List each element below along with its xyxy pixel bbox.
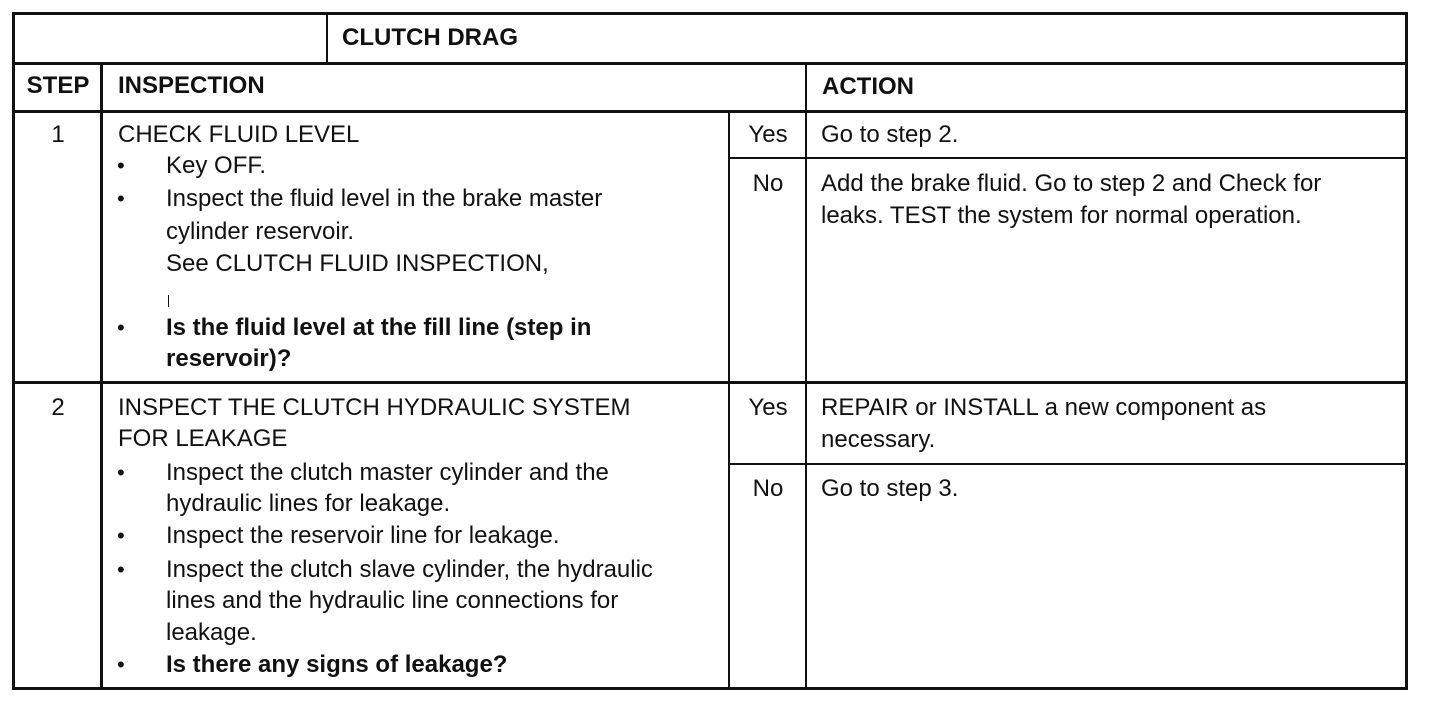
step-2-no-action: Go to step 3. xyxy=(821,475,959,502)
bullet-icon: • xyxy=(117,153,125,178)
step-1-heading: CHECK FLUID LEVEL xyxy=(118,121,360,148)
stray-mark xyxy=(168,295,169,307)
header-action: ACTION xyxy=(822,73,914,100)
step-2-item: leakage. xyxy=(166,619,257,646)
step-1-item: Key OFF. xyxy=(166,152,267,179)
step-1-yes-label: Yes xyxy=(748,121,788,148)
rule-step1-bottom xyxy=(12,381,1408,384)
step-1-item: cylinder reservoir. xyxy=(166,218,355,245)
step-1-number: 1 xyxy=(51,121,65,148)
bullet-icon: • xyxy=(117,523,125,548)
header-step: STEP xyxy=(26,72,90,99)
rule-step1-yes-bottom xyxy=(728,157,1408,159)
step-2-yes-action: necessary. xyxy=(821,426,936,453)
rule-action-col xyxy=(805,62,807,690)
step-1-yes-action: Go to step 2. xyxy=(821,121,959,148)
step-2-yes-action: REPAIR or INSTALL a new component as xyxy=(821,394,1267,421)
step-1-no-action: Add the brake fluid. Go to step 2 and Check for xyxy=(821,170,1322,197)
bullet-icon: • xyxy=(117,315,125,340)
step-1-question: Is the fluid level at the fill line (step in xyxy=(166,314,592,341)
step-2-question: Is there any signs of leakage? xyxy=(166,651,508,678)
bullet-icon: • xyxy=(117,186,125,211)
step-1-item: Inspect the fluid level in the brake master xyxy=(166,185,603,212)
step-2-item: hydraulic lines for leakage. xyxy=(166,490,451,517)
step-1-no-action: leaks. TEST the system for normal operation. xyxy=(821,202,1302,229)
bullet-icon: • xyxy=(117,460,125,485)
bullet-icon: • xyxy=(117,652,125,677)
step-2-item: Inspect the clutch master cylinder and the xyxy=(166,459,609,486)
step-2-heading: FOR LEAKAGE xyxy=(118,425,288,452)
rule-step-col xyxy=(100,62,103,690)
header-inspection: INSPECTION xyxy=(118,72,265,99)
step-1-no-label: No xyxy=(752,170,784,197)
step-2-number: 2 xyxy=(51,394,65,421)
step-2-no-label: No xyxy=(752,475,784,502)
step-2-heading: INSPECT THE CLUTCH HYDRAULIC SYSTEM xyxy=(118,394,631,421)
step-1-item: See CLUTCH FLUID INSPECTION, xyxy=(166,250,549,277)
rule-step2-yes-bottom xyxy=(728,463,1408,465)
table-title: CLUTCH DRAG xyxy=(342,24,518,51)
step-2-item: lines and the hydraulic line connections for xyxy=(166,587,619,614)
rule-header-bottom xyxy=(12,110,1408,113)
rule-title-bottom xyxy=(12,62,1408,65)
step-2-item: Inspect the clutch slave cylinder, the hydraulic xyxy=(166,556,653,583)
rule-title-divider xyxy=(326,12,328,64)
step-1-question: reservoir)? xyxy=(166,345,292,372)
bullet-icon: • xyxy=(117,557,125,582)
step-2-yes-label: Yes xyxy=(748,394,788,421)
step-2-item: Inspect the reservoir line for leakage. xyxy=(166,522,560,549)
